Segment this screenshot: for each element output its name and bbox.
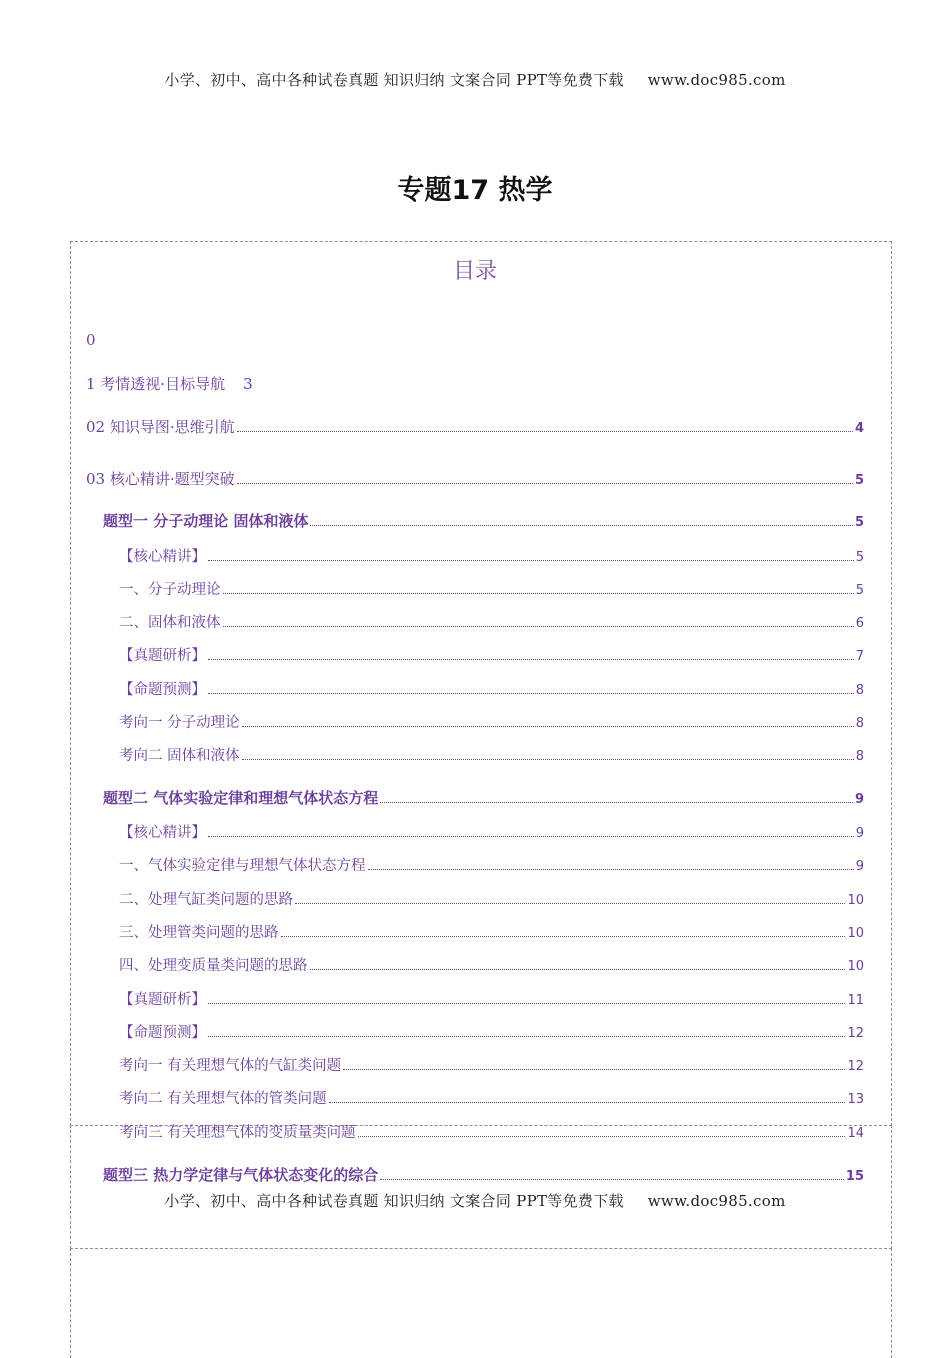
toc-entry-page: 10: [847, 926, 864, 941]
toc-entry[interactable]: [103, 510, 864, 531]
toc-entry[interactable]: [103, 1164, 864, 1185]
toc-entry-page: 12: [847, 1026, 864, 1041]
toc-entry[interactable]: [119, 1087, 864, 1108]
toc-entry-label: 二、固体和液体: [119, 615, 221, 631]
toc-entry-page: 4: [854, 421, 864, 436]
toc-entry[interactable]: [119, 854, 864, 875]
toc-leader-dots: [242, 725, 854, 727]
toc-entry-page: 15: [845, 1169, 864, 1184]
toc-entry-label: 考向一 有关理想气体的气缸类问题: [119, 1058, 342, 1074]
toc-entry-label: 【命题预测】: [119, 1025, 206, 1041]
toc-entry-page: 9: [855, 859, 864, 874]
toc-entry-page: 12: [847, 1059, 864, 1074]
toc-entry-page: 6: [855, 616, 864, 631]
toc-leader-dots: [310, 968, 846, 970]
toc-entry-page: 14: [847, 1126, 864, 1141]
toc-entry-page: 5: [855, 583, 864, 598]
header-text: 小学、初中、高中各种试卷真题 知识归纳 文案合同 PPT等免费下载: [164, 71, 624, 89]
toc-entry-page: 5: [855, 550, 864, 565]
toc-leader-dots: [343, 1068, 845, 1070]
toc-leader-dots: [208, 658, 854, 660]
toc-leader-dots: [295, 902, 845, 904]
toc-entry-label: 一、分子动理论: [119, 582, 221, 598]
toc-entry-label: 三、处理管类问题的思路: [119, 925, 279, 941]
toc-entry-label: 一、气体实验定律与理想气体状态方程: [119, 858, 366, 874]
toc-leader-dots: [223, 592, 854, 594]
toc-entry-label: 二、处理气缸类问题的思路: [119, 892, 293, 908]
toc-leader-dots: [208, 835, 854, 837]
toc-frame-continuation: [70, 1125, 892, 1249]
toc-leader-dots: [208, 559, 854, 561]
toc-heading: 目录: [452, 259, 497, 284]
toc-entry-page: 8: [855, 749, 864, 764]
toc-entry-label: 考向二 有关理想气体的管类问题: [119, 1091, 327, 1107]
toc-leader-dots: [368, 868, 854, 870]
toc-entry[interactable]: [119, 921, 864, 942]
toc-entry-page: 5: [854, 515, 864, 530]
toc-entry-label: 题型一 分子动理论 固体和液体: [103, 512, 309, 530]
toc-entry[interactable]: [119, 988, 864, 1009]
toc-entry[interactable]: [119, 611, 864, 632]
toc-entry-page: 7: [855, 649, 864, 664]
document-title: 专题17 热学: [397, 175, 553, 206]
toc-entry[interactable]: [119, 578, 864, 599]
toc-entry-page: 10: [847, 893, 864, 908]
toc-leader-dots: [208, 692, 854, 694]
toc-leader-dots: [380, 801, 853, 803]
toc-entry[interactable]: [119, 821, 864, 842]
toc-entry-label: 考向二 固体和液体: [119, 748, 240, 764]
toc-entry[interactable]: [86, 373, 253, 394]
toc-entry-page: 5: [854, 473, 864, 488]
toc-entry-label: 考向三 有关理想气体的变质量类问题: [119, 1125, 356, 1141]
toc-leader-dots: [310, 524, 853, 526]
toc-entry-page: 13: [847, 1092, 864, 1107]
toc-entry-label: 【核心精讲】: [119, 549, 206, 565]
toc-entry[interactable]: [119, 545, 864, 566]
toc-entry[interactable]: [119, 644, 864, 665]
toc-leader-dots: [242, 758, 854, 760]
toc-entry[interactable]: [119, 711, 864, 732]
toc-entry-label: 【命题预测】: [119, 682, 206, 698]
toc-entry-page: 11: [847, 993, 864, 1008]
toc-entry-page: 3: [243, 375, 253, 393]
toc-leader-dots: [208, 1035, 845, 1037]
toc-entry-label: 1 考情透视·目标导航: [86, 375, 226, 393]
toc-entry-label: 0: [86, 331, 96, 349]
footer-site-link[interactable]: www.doc985.com: [647, 1192, 786, 1210]
toc-entry[interactable]: [119, 1121, 864, 1142]
toc-entry[interactable]: [119, 954, 864, 975]
toc-entry-label: 【真题研析】: [119, 992, 206, 1008]
toc-entry-label: 四、处理变质量类问题的思路: [119, 958, 308, 974]
toc-leader-dots: [237, 430, 853, 432]
header-site-link[interactable]: www.doc985.com: [647, 71, 786, 89]
toc-entry-label: 【真题研析】: [119, 648, 206, 664]
toc-entry-label: 题型二 气体实验定律和理想气体状态方程: [103, 789, 379, 807]
toc-entry-page: 10: [847, 959, 864, 974]
toc-entry[interactable]: [119, 678, 864, 699]
toc-leader-dots: [208, 1002, 845, 1004]
toc-entry-label: 03 核心精讲·题型突破: [86, 470, 235, 488]
toc-entry-page: 9: [855, 826, 864, 841]
toc-leader-dots: [358, 1135, 846, 1137]
toc-entry[interactable]: [119, 744, 864, 765]
toc-entry-page: 8: [855, 716, 864, 731]
toc-entry-label: 02 知识导图·思维引航: [86, 418, 235, 436]
toc-leader-dots: [380, 1178, 844, 1180]
toc-leader-dots: [329, 1101, 846, 1103]
toc-frame-next-page: [70, 1248, 892, 1358]
toc-entry[interactable]: [86, 468, 864, 489]
toc-entry-label: 【核心精讲】: [119, 825, 206, 841]
toc-leader-dots: [281, 935, 846, 937]
toc-entry[interactable]: [86, 416, 864, 437]
toc-entry[interactable]: [119, 888, 864, 909]
toc-entry-label: 题型三 热力学定律与气体状态变化的综合: [103, 1166, 379, 1184]
toc-entry[interactable]: [119, 1021, 864, 1042]
toc-entry[interactable]: [119, 1054, 864, 1075]
toc-entry-page: 8: [855, 683, 864, 698]
page-footer: [0, 1190, 950, 1211]
toc-leader-dots: [223, 625, 854, 627]
toc-entry-label: 考向一 分子动理论: [119, 715, 240, 731]
toc-entry-page: 9: [854, 792, 864, 807]
toc-leader-dots: [237, 482, 853, 484]
toc-entry[interactable]: [86, 331, 96, 349]
page-header: [0, 69, 950, 90]
toc-entry[interactable]: [103, 787, 864, 808]
footer-text: 小学、初中、高中各种试卷真题 知识归纳 文案合同 PPT等免费下载: [164, 1192, 624, 1210]
